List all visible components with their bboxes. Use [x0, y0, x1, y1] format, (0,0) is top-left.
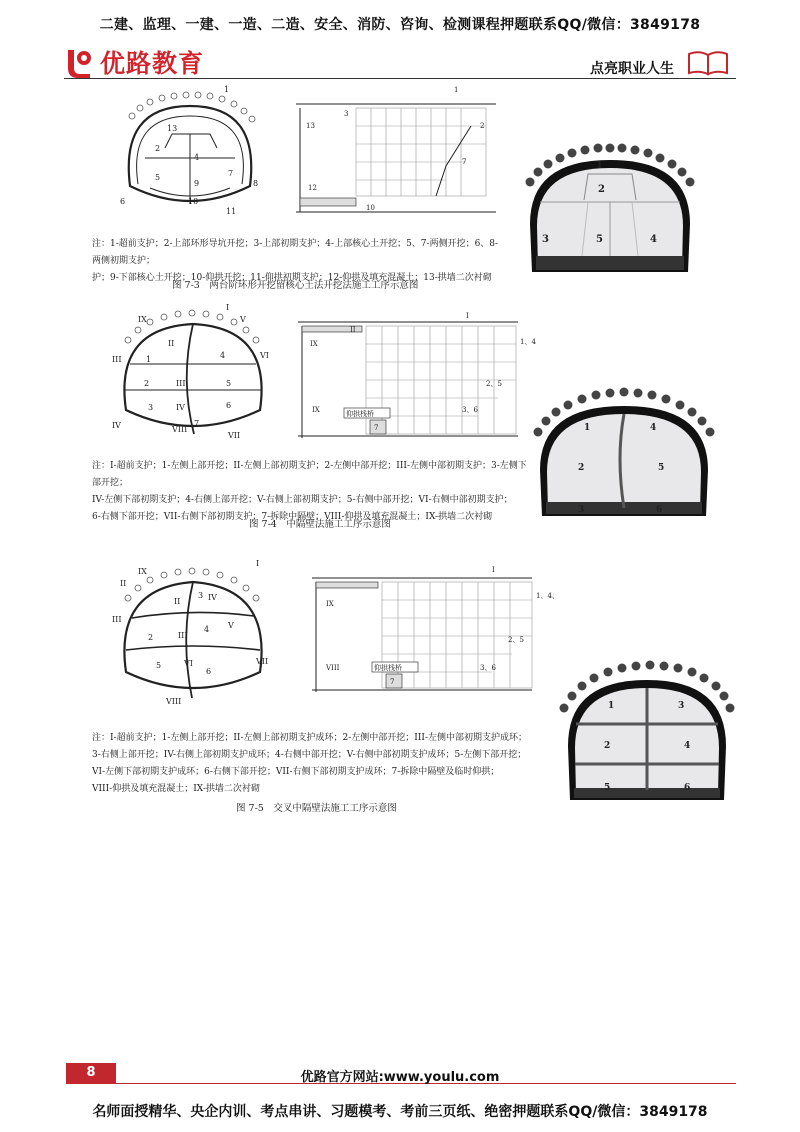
svg-text:III: III [112, 355, 122, 364]
svg-text:III: III [178, 631, 188, 640]
fig74-note-line: 注：I-超前支护；1-左侧上部开挖；II-左侧上部初期支护；2-左侧中部开挖；III-左侧中部初期支护；3-左侧下部开挖； [92, 461, 527, 488]
svg-text:6: 6 [120, 197, 126, 206]
fig75-note-line: VI-左侧下部初期支护成环；6-右侧下部开挖；VII-右侧下部初期支护成环；7-拆除中隔壁及临时仰拱； [92, 767, 500, 777]
svg-text:2: 2 [148, 633, 154, 642]
fig74-side-label: 3、6 [462, 406, 478, 414]
svg-text:I: I [492, 566, 495, 574]
fig75-right-label: 6 [684, 783, 691, 793]
svg-text:VI: VI [260, 351, 269, 360]
fig75-note [92, 730, 562, 798]
svg-text:1: 1 [454, 86, 459, 94]
svg-text:11: 11 [226, 207, 237, 216]
svg-text:IV: IV [112, 421, 121, 430]
brand-logo [64, 44, 204, 80]
fig73-note-line: 注：1-超前支护；2-上部环形导坑开挖；3-上部初期支护；4-上部核心土开挖；5、7-两侧开挖；6、8-两侧初期支护； [92, 239, 499, 266]
fig74-right-label: 1 [584, 423, 591, 433]
svg-text:I: I [466, 312, 469, 320]
svg-text:VIII: VIII [166, 697, 182, 706]
fig74-right-label: 4 [650, 423, 657, 433]
fig75-right-label: 2 [604, 741, 611, 751]
svg-text:I: I [226, 303, 230, 312]
svg-text:III: III [112, 615, 122, 624]
fig74-side-label: 1、4 [520, 338, 536, 346]
svg-text:1: 1 [224, 85, 230, 94]
fig75-side-label: 1、4、 [536, 592, 559, 600]
svg-text:2: 2 [144, 379, 150, 388]
fig73-longitudinal-section [296, 86, 496, 218]
fig73-cross-section [110, 86, 270, 221]
svg-text:6: 6 [206, 667, 212, 676]
svg-text:IV: IV [208, 593, 217, 602]
svg-text:4: 4 [204, 625, 210, 634]
svg-text:9: 9 [194, 179, 200, 188]
fig75-note-line: 3-右侧上部开挖；IV-右侧上部初期支护成环；4-右侧中部开挖；V-右侧中部初期支护成环；5-左侧下部开挖； [92, 750, 527, 760]
svg-text:6: 6 [226, 401, 232, 410]
footer-site: 优路官方网站:www.youlu.com [300, 1070, 500, 1085]
svg-text:5: 5 [155, 173, 161, 182]
fig73-right-label: 5 [596, 234, 603, 245]
svg-text:VII: VII [228, 431, 241, 440]
svg-text:13: 13 [306, 122, 315, 130]
svg-text:IX: IX [138, 315, 147, 324]
svg-text:13: 13 [167, 124, 178, 133]
svg-text:3: 3 [344, 110, 349, 118]
svg-text:IX: IX [326, 600, 334, 608]
svg-text:3: 3 [148, 403, 154, 412]
fig75-note-line: 注：I-超前支护；1-左侧上部开挖；II-左侧上部初期支护成环；2-左侧中部开挖；III-左侧中部初期支护成环； [92, 733, 527, 743]
fig73-note-line: 护；9-下部核心土开挖；10-仰拱开挖；11-仰拱初期支护；12-仰拱及填充混凝土；13-拱墙二次衬砌 [92, 273, 492, 283]
fig74-cross-section [108, 300, 278, 446]
fig75-side-label: 3、6 [480, 664, 496, 672]
fig73-right-label: 1 [596, 160, 603, 171]
svg-text:5: 5 [226, 379, 232, 388]
svg-text:2: 2 [480, 122, 485, 130]
logo-mark-icon [64, 46, 96, 78]
header-rule [64, 78, 736, 79]
fig74-longitudinal-section [298, 312, 538, 442]
svg-text:2: 2 [155, 144, 161, 153]
fig75-side-label: 2、5 [508, 636, 524, 644]
fig75-color-diagram [554, 660, 740, 810]
header-slogan: 点亮职业人生 [590, 61, 674, 77]
svg-text:4: 4 [220, 351, 226, 360]
page-number: 8 [66, 1063, 116, 1083]
fig75-right-label: 5 [604, 783, 611, 793]
svg-text:7: 7 [462, 158, 467, 166]
svg-text:IV: IV [176, 403, 185, 412]
svg-text:I: I [256, 559, 260, 568]
svg-text:VIII: VIII [326, 664, 340, 672]
fig75-note-line: VIII-仰拱及填充混凝土；IX-拱墙二次衬砌 [92, 784, 260, 794]
brand-name: 优路教育 [100, 49, 205, 78]
svg-text:II: II [120, 579, 127, 588]
fig74-right-label: 2 [578, 463, 585, 473]
fig74-color-diagram [524, 388, 724, 530]
svg-text:V: V [240, 315, 246, 324]
fig74-right-label: 6 [656, 505, 663, 515]
fig73-color-diagram [510, 144, 710, 284]
svg-text:II: II [168, 339, 175, 348]
svg-text:1: 1 [146, 355, 152, 364]
svg-text:II: II [174, 597, 181, 606]
fig73-right-label: 3 [542, 234, 549, 245]
fig73-right-label: 4 [650, 234, 657, 245]
fig75-bridge-label: 仰拱栈桥 [374, 664, 402, 672]
fig74-right-label: 5 [658, 463, 665, 473]
svg-text:7: 7 [390, 678, 395, 686]
fig74-note-line: 6-右侧下部开挖；VII-右侧下部初期支护；7-拆除中隔壁；VIII-仰拱及填充混凝土；IX-拱墙二次衬砌 [92, 512, 493, 522]
book-icon [686, 50, 732, 76]
svg-text:3: 3 [198, 591, 204, 600]
svg-text:IX: IX [312, 406, 320, 414]
svg-text:VII: VII [256, 657, 269, 666]
svg-text:7: 7 [228, 169, 234, 178]
svg-text:10: 10 [188, 197, 199, 206]
svg-text:8: 8 [253, 179, 259, 188]
svg-text:10: 10 [366, 204, 375, 212]
svg-text:4: 4 [194, 153, 200, 162]
svg-text:VIII: VIII [172, 425, 188, 434]
fig75-cross-section [108, 558, 278, 710]
fig73-caption: 图 7-3 两台阶环形开挖留核心土法开挖法施工工序示意图 [172, 280, 419, 291]
svg-text:V: V [228, 621, 234, 630]
fig74-side-label: 2、5 [486, 380, 502, 388]
fig73-right-label: 2 [598, 184, 605, 195]
header-promo-line: 二建、监理、一建、一造、二造、安全、消防、咨询、检测课程押题联系QQ/微信：3849178 [99, 17, 701, 33]
svg-text:IX: IX [138, 567, 147, 576]
svg-text:5: 5 [156, 661, 162, 670]
footer-promo-line: 名师面授精华、央企内训、考点串讲、习题模考、考前三页纸、绝密押题联系QQ/微信：3849178 [92, 1104, 708, 1120]
svg-text:II: II [350, 326, 356, 334]
fig75-longitudinal-section [312, 566, 559, 696]
svg-text:7: 7 [374, 424, 379, 432]
fig74-right-label: 3 [578, 505, 585, 515]
svg-text:III: III [176, 379, 186, 388]
svg-text:IX: IX [310, 340, 318, 348]
fig75-right-label: 1 [608, 701, 615, 711]
fig74-caption: 图 7-4 中隔壁法施工工序示意图 [249, 519, 391, 530]
svg-text:VI: VI [184, 659, 193, 668]
svg-text:7: 7 [194, 419, 200, 428]
fig74-bridge-label: 仰拱栈桥 [346, 410, 374, 418]
fig75-caption: 图 7-5 交叉中隔壁法施工工序示意图 [236, 803, 397, 814]
fig74-note-line: IV-左侧下部初期支护；4-右侧上部开挖；V-右侧上部初期支护；5-右侧中部开挖；VI-右侧中部初期支护； [92, 495, 513, 505]
fig75-right-label: 4 [684, 741, 691, 751]
svg-text:12: 12 [308, 184, 317, 192]
fig75-right-label: 3 [678, 701, 685, 711]
